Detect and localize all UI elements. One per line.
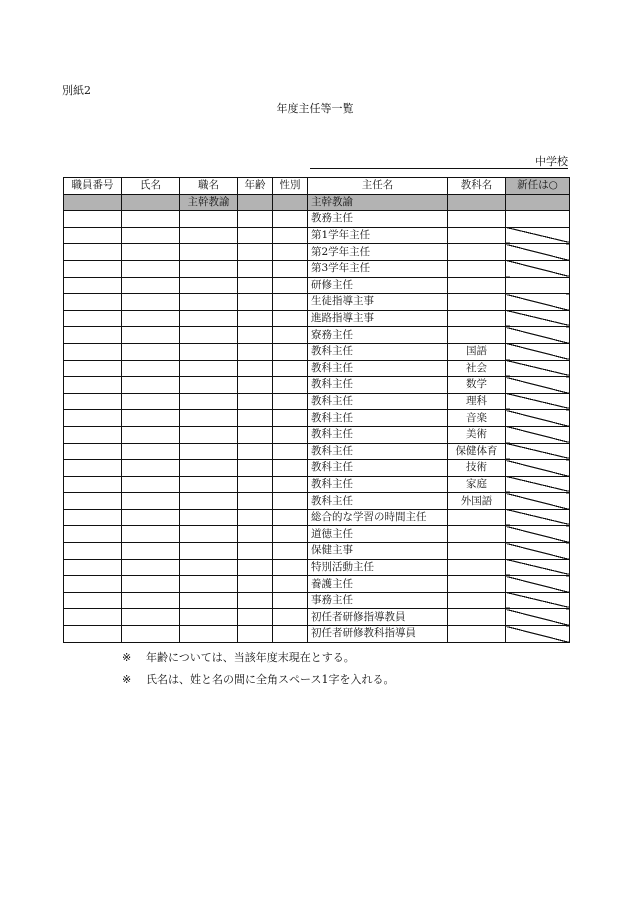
table-row (64, 377, 570, 394)
cell-name[interactable] (122, 244, 180, 261)
cell-age[interactable] (238, 410, 273, 427)
cell-new-appointment (506, 626, 570, 643)
cell-new-appointment (506, 410, 570, 427)
cell-role: 保健主事 (308, 543, 448, 560)
header-age: 年齢 (238, 178, 273, 195)
table-row (64, 327, 570, 344)
cell-name[interactable] (122, 343, 180, 360)
cell-age[interactable] (238, 460, 273, 477)
cell-job-title[interactable] (180, 493, 238, 510)
cell-role: 教科主任 (308, 393, 448, 410)
table-row (64, 626, 570, 643)
cell-subject (448, 294, 506, 311)
cell-staff-number[interactable] (64, 609, 122, 626)
cell-gender[interactable] (273, 609, 308, 626)
table-row (64, 543, 570, 560)
header-staff-number: 職員番号 (64, 178, 122, 195)
table-row (64, 476, 570, 493)
cell-subject (448, 211, 506, 228)
table-row (64, 592, 570, 609)
cell-job-title[interactable] (180, 327, 238, 344)
cell-role: 養護主任 (308, 576, 448, 593)
cell-new-appointment (506, 343, 570, 360)
cell-job-title[interactable] (180, 277, 238, 294)
cell-staff-number[interactable] (64, 443, 122, 460)
cell-subject: 外国語 (448, 493, 506, 510)
cell-job-title[interactable] (180, 626, 238, 643)
cell-role: 教科主任 (308, 343, 448, 360)
page-title: 年度主任等一覧 (276, 102, 354, 115)
cell-new-appointment (506, 526, 570, 543)
cell-new-appointment (506, 559, 570, 576)
cell-age[interactable] (238, 576, 273, 593)
table-row (64, 277, 570, 294)
cell-name[interactable] (122, 393, 180, 410)
cell-staff-number[interactable] (64, 493, 122, 510)
table-row (64, 509, 570, 526)
cell-new-appointment (506, 509, 570, 526)
cell-subject: 数学 (448, 377, 506, 394)
cell-staff-number[interactable] (64, 592, 122, 609)
school-suffix: 中学校 (535, 155, 568, 168)
cell-staff-number[interactable] (64, 377, 122, 394)
cell-age[interactable] (238, 559, 273, 576)
cell-name[interactable] (122, 543, 180, 560)
cell-gender[interactable] (273, 377, 308, 394)
cell-staff-number[interactable] (64, 576, 122, 593)
cell-new-appointment (506, 493, 570, 510)
cell-new-appointment (506, 244, 570, 261)
cell-role: 教科主任 (308, 426, 448, 443)
cell-gender[interactable] (273, 559, 308, 576)
cell-role: 教務主任 (308, 211, 448, 228)
cell-name[interactable] (122, 377, 180, 394)
cell-gender[interactable] (273, 576, 308, 593)
cell-name[interactable] (122, 227, 180, 244)
cell-role: 主幹教諭 (308, 194, 448, 211)
cell-gender[interactable] (273, 526, 308, 543)
cell-gender[interactable] (273, 410, 308, 427)
notes (122, 647, 394, 691)
cell-new-appointment (506, 393, 570, 410)
cell-job-title[interactable] (180, 592, 238, 609)
cell-name[interactable] (122, 410, 180, 427)
cell-name[interactable] (122, 260, 180, 277)
cell-new-appointment (506, 476, 570, 493)
cell-role: 教科主任 (308, 377, 448, 394)
cell-name[interactable] (122, 476, 180, 493)
cell-subject: 国語 (448, 343, 506, 360)
cell-name[interactable] (122, 460, 180, 477)
cell-subject: 社会 (448, 360, 506, 377)
cell-age[interactable] (238, 526, 273, 543)
cell-gender[interactable] (273, 327, 308, 344)
cell-gender[interactable] (273, 476, 308, 493)
cell-staff-number[interactable] (64, 343, 122, 360)
cell-role: 教科主任 (308, 476, 448, 493)
cell-staff-number[interactable] (64, 260, 122, 277)
cell-staff-number[interactable] (64, 227, 122, 244)
cell-new-appointment[interactable] (506, 211, 570, 228)
cell-job-title[interactable] (180, 476, 238, 493)
cell-job-title[interactable] (180, 227, 238, 244)
cell-job-title: 主幹教諭 (180, 194, 238, 211)
header-role: 主任名 (308, 178, 448, 195)
table-row (64, 393, 570, 410)
cell-age[interactable] (238, 609, 273, 626)
cell-age[interactable] (238, 310, 273, 327)
note-name-format (122, 669, 394, 691)
cell-age[interactable] (238, 443, 273, 460)
cell-role: 第1学年主任 (308, 227, 448, 244)
cell-name[interactable] (122, 360, 180, 377)
cell-staff-number[interactable] (64, 294, 122, 311)
header-subject: 教科名 (448, 178, 506, 195)
header-gender: 性別 (273, 178, 308, 195)
cell-age[interactable] (238, 194, 273, 211)
table-row (64, 443, 570, 460)
table-row (64, 211, 570, 228)
cell-job-title[interactable] (180, 609, 238, 626)
cell-job-title[interactable] (180, 360, 238, 377)
cell-gender[interactable] (273, 543, 308, 560)
cell-subject: 音楽 (448, 410, 506, 427)
table-row (64, 526, 570, 543)
cell-age[interactable] (238, 592, 273, 609)
cell-staff-number[interactable] (64, 626, 122, 643)
cell-job-title[interactable] (180, 294, 238, 311)
cell-age[interactable] (238, 277, 273, 294)
cell-name[interactable] (122, 509, 180, 526)
cell-role: 事務主任 (308, 592, 448, 609)
cell-gender[interactable] (273, 443, 308, 460)
cell-age[interactable] (238, 476, 273, 493)
cell-subject (448, 592, 506, 609)
cell-subject (448, 626, 506, 643)
cell-new-appointment (506, 360, 570, 377)
cell-job-title[interactable] (180, 211, 238, 228)
cell-staff-number[interactable] (64, 559, 122, 576)
cell-staff-number[interactable] (64, 476, 122, 493)
cell-staff-number[interactable] (64, 543, 122, 560)
cell-role: 教科主任 (308, 360, 448, 377)
cell-gender[interactable] (273, 626, 308, 643)
cell-gender[interactable] (273, 194, 308, 211)
note-mark: ※ (122, 673, 132, 686)
cell-subject (448, 526, 506, 543)
cell-staff-number[interactable] (64, 211, 122, 228)
cell-gender[interactable] (273, 592, 308, 609)
cell-age[interactable] (238, 294, 273, 311)
cell-gender[interactable] (273, 227, 308, 244)
cell-name[interactable] (122, 310, 180, 327)
cell-age[interactable] (238, 343, 273, 360)
cell-new-appointment[interactable] (506, 194, 570, 211)
cell-subject (448, 227, 506, 244)
cell-gender[interactable] (273, 277, 308, 294)
cell-staff-number[interactable] (64, 194, 122, 211)
cell-job-title[interactable] (180, 460, 238, 477)
cell-new-appointment (506, 327, 570, 344)
table-row (64, 559, 570, 576)
cell-role: 特別活動主任 (308, 559, 448, 576)
cell-job-title[interactable] (180, 377, 238, 394)
cell-gender[interactable] (273, 460, 308, 477)
cell-subject: 美術 (448, 426, 506, 443)
attachment-label: 別紙2 (62, 84, 91, 97)
cell-job-title[interactable] (180, 410, 238, 427)
cell-job-title[interactable] (180, 509, 238, 526)
cell-age[interactable] (238, 509, 273, 526)
cell-staff-number[interactable] (64, 526, 122, 543)
cell-age[interactable] (238, 211, 273, 228)
cell-job-title[interactable] (180, 393, 238, 410)
cell-age[interactable] (238, 260, 273, 277)
cell-new-appointment (506, 260, 570, 277)
cell-role: 教科主任 (308, 460, 448, 477)
cell-job-title[interactable] (180, 310, 238, 327)
cell-role: 道徳主任 (308, 526, 448, 543)
header-name: 氏名 (122, 178, 180, 195)
cell-name[interactable] (122, 327, 180, 344)
cell-gender[interactable] (273, 260, 308, 277)
cell-job-title[interactable] (180, 443, 238, 460)
cell-age[interactable] (238, 377, 273, 394)
cell-staff-number[interactable] (64, 277, 122, 294)
cell-subject: 保健体育 (448, 443, 506, 460)
note-age (122, 647, 394, 669)
cell-subject (448, 260, 506, 277)
cell-name[interactable] (122, 426, 180, 443)
cell-name[interactable] (122, 609, 180, 626)
cell-subject (448, 310, 506, 327)
table-row (64, 244, 570, 261)
table-row (64, 410, 570, 427)
header-job-title: 職名 (180, 178, 238, 195)
cell-job-title[interactable] (180, 343, 238, 360)
cell-subject: 家庭 (448, 476, 506, 493)
note-text: 氏名は、姓と名の間に全角スペース1字を入れる。 (146, 673, 395, 686)
cell-role: 総合的な学習の時間主任 (308, 509, 448, 526)
cell-gender[interactable] (273, 360, 308, 377)
cell-job-title[interactable] (180, 260, 238, 277)
cell-subject (448, 509, 506, 526)
cell-age[interactable] (238, 360, 273, 377)
school-name-line (310, 156, 568, 169)
cell-age[interactable] (238, 227, 273, 244)
cell-age[interactable] (238, 543, 273, 560)
table-row (64, 493, 570, 510)
cell-gender[interactable] (273, 509, 308, 526)
cell-staff-number[interactable] (64, 393, 122, 410)
cell-name[interactable] (122, 443, 180, 460)
header-new-appointment: 新任は○ (506, 178, 570, 195)
cell-new-appointment (506, 310, 570, 327)
cell-staff-number[interactable] (64, 509, 122, 526)
cell-new-appointment (506, 543, 570, 560)
cell-job-title[interactable] (180, 559, 238, 576)
cell-age[interactable] (238, 393, 273, 410)
table-row (64, 227, 570, 244)
cell-role: 教科主任 (308, 443, 448, 460)
note-text: 年齢については、当該年度末現在とする。 (146, 651, 355, 664)
cell-gender[interactable] (273, 244, 308, 261)
table-row (64, 360, 570, 377)
cell-new-appointment (506, 592, 570, 609)
cell-staff-number[interactable] (64, 460, 122, 477)
cell-name[interactable] (122, 194, 180, 211)
cell-gender[interactable] (273, 493, 308, 510)
cell-new-appointment (506, 377, 570, 394)
cell-subject (448, 609, 506, 626)
cell-gender[interactable] (273, 294, 308, 311)
cell-new-appointment (506, 227, 570, 244)
cell-role: 教科主任 (308, 410, 448, 427)
cell-role: 初任者研修教科指導員 (308, 626, 448, 643)
cell-gender[interactable] (273, 310, 308, 327)
cell-name[interactable] (122, 294, 180, 311)
cell-subject (448, 559, 506, 576)
table-row (64, 460, 570, 477)
cell-new-appointment[interactable] (506, 277, 570, 294)
cell-role: 教科主任 (308, 493, 448, 510)
cell-subject (448, 576, 506, 593)
cell-new-appointment (506, 294, 570, 311)
cell-staff-number[interactable] (64, 244, 122, 261)
cell-job-title[interactable] (180, 526, 238, 543)
cell-staff-number[interactable] (64, 426, 122, 443)
staff-roster-table (63, 177, 570, 643)
cell-subject (448, 194, 506, 211)
cell-staff-number[interactable] (64, 327, 122, 344)
cell-staff-number[interactable] (64, 310, 122, 327)
cell-name[interactable] (122, 526, 180, 543)
cell-new-appointment (506, 460, 570, 477)
header-row (64, 178, 570, 195)
cell-new-appointment (506, 443, 570, 460)
table-row (64, 294, 570, 311)
cell-gender[interactable] (273, 426, 308, 443)
cell-name[interactable] (122, 493, 180, 510)
table-row (64, 343, 570, 360)
cell-gender[interactable] (273, 211, 308, 228)
cell-staff-number[interactable] (64, 410, 122, 427)
cell-role: 第3学年主任 (308, 260, 448, 277)
cell-role: 第2学年主任 (308, 244, 448, 261)
cell-name[interactable] (122, 592, 180, 609)
cell-name[interactable] (122, 576, 180, 593)
cell-subject (448, 277, 506, 294)
cell-role: 初任者研修指導教員 (308, 609, 448, 626)
cell-subject: 技術 (448, 460, 506, 477)
cell-new-appointment (506, 609, 570, 626)
cell-age[interactable] (238, 493, 273, 510)
cell-new-appointment (506, 426, 570, 443)
note-mark: ※ (122, 651, 132, 664)
cell-job-title[interactable] (180, 426, 238, 443)
cell-job-title[interactable] (180, 576, 238, 593)
table-row (64, 576, 570, 593)
cell-new-appointment (506, 576, 570, 593)
principal-row (64, 194, 570, 211)
cell-name[interactable] (122, 559, 180, 576)
cell-job-title[interactable] (180, 244, 238, 261)
cell-role: 寮務主任 (308, 327, 448, 344)
cell-role: 研修主任 (308, 277, 448, 294)
table-row (64, 310, 570, 327)
cell-subject (448, 543, 506, 560)
cell-age[interactable] (238, 426, 273, 443)
table-row (64, 260, 570, 277)
cell-age[interactable] (238, 327, 273, 344)
cell-age[interactable] (238, 244, 273, 261)
cell-name[interactable] (122, 626, 180, 643)
cell-subject: 理科 (448, 393, 506, 410)
table-row (64, 426, 570, 443)
cell-age[interactable] (238, 626, 273, 643)
cell-job-title[interactable] (180, 543, 238, 560)
cell-role: 生徒指導主事 (308, 294, 448, 311)
cell-gender[interactable] (273, 343, 308, 360)
cell-name[interactable] (122, 277, 180, 294)
cell-role: 進路指導主事 (308, 310, 448, 327)
cell-name[interactable] (122, 211, 180, 228)
cell-subject (448, 327, 506, 344)
table-row (64, 609, 570, 626)
cell-gender[interactable] (273, 393, 308, 410)
cell-staff-number[interactable] (64, 360, 122, 377)
cell-subject (448, 244, 506, 261)
